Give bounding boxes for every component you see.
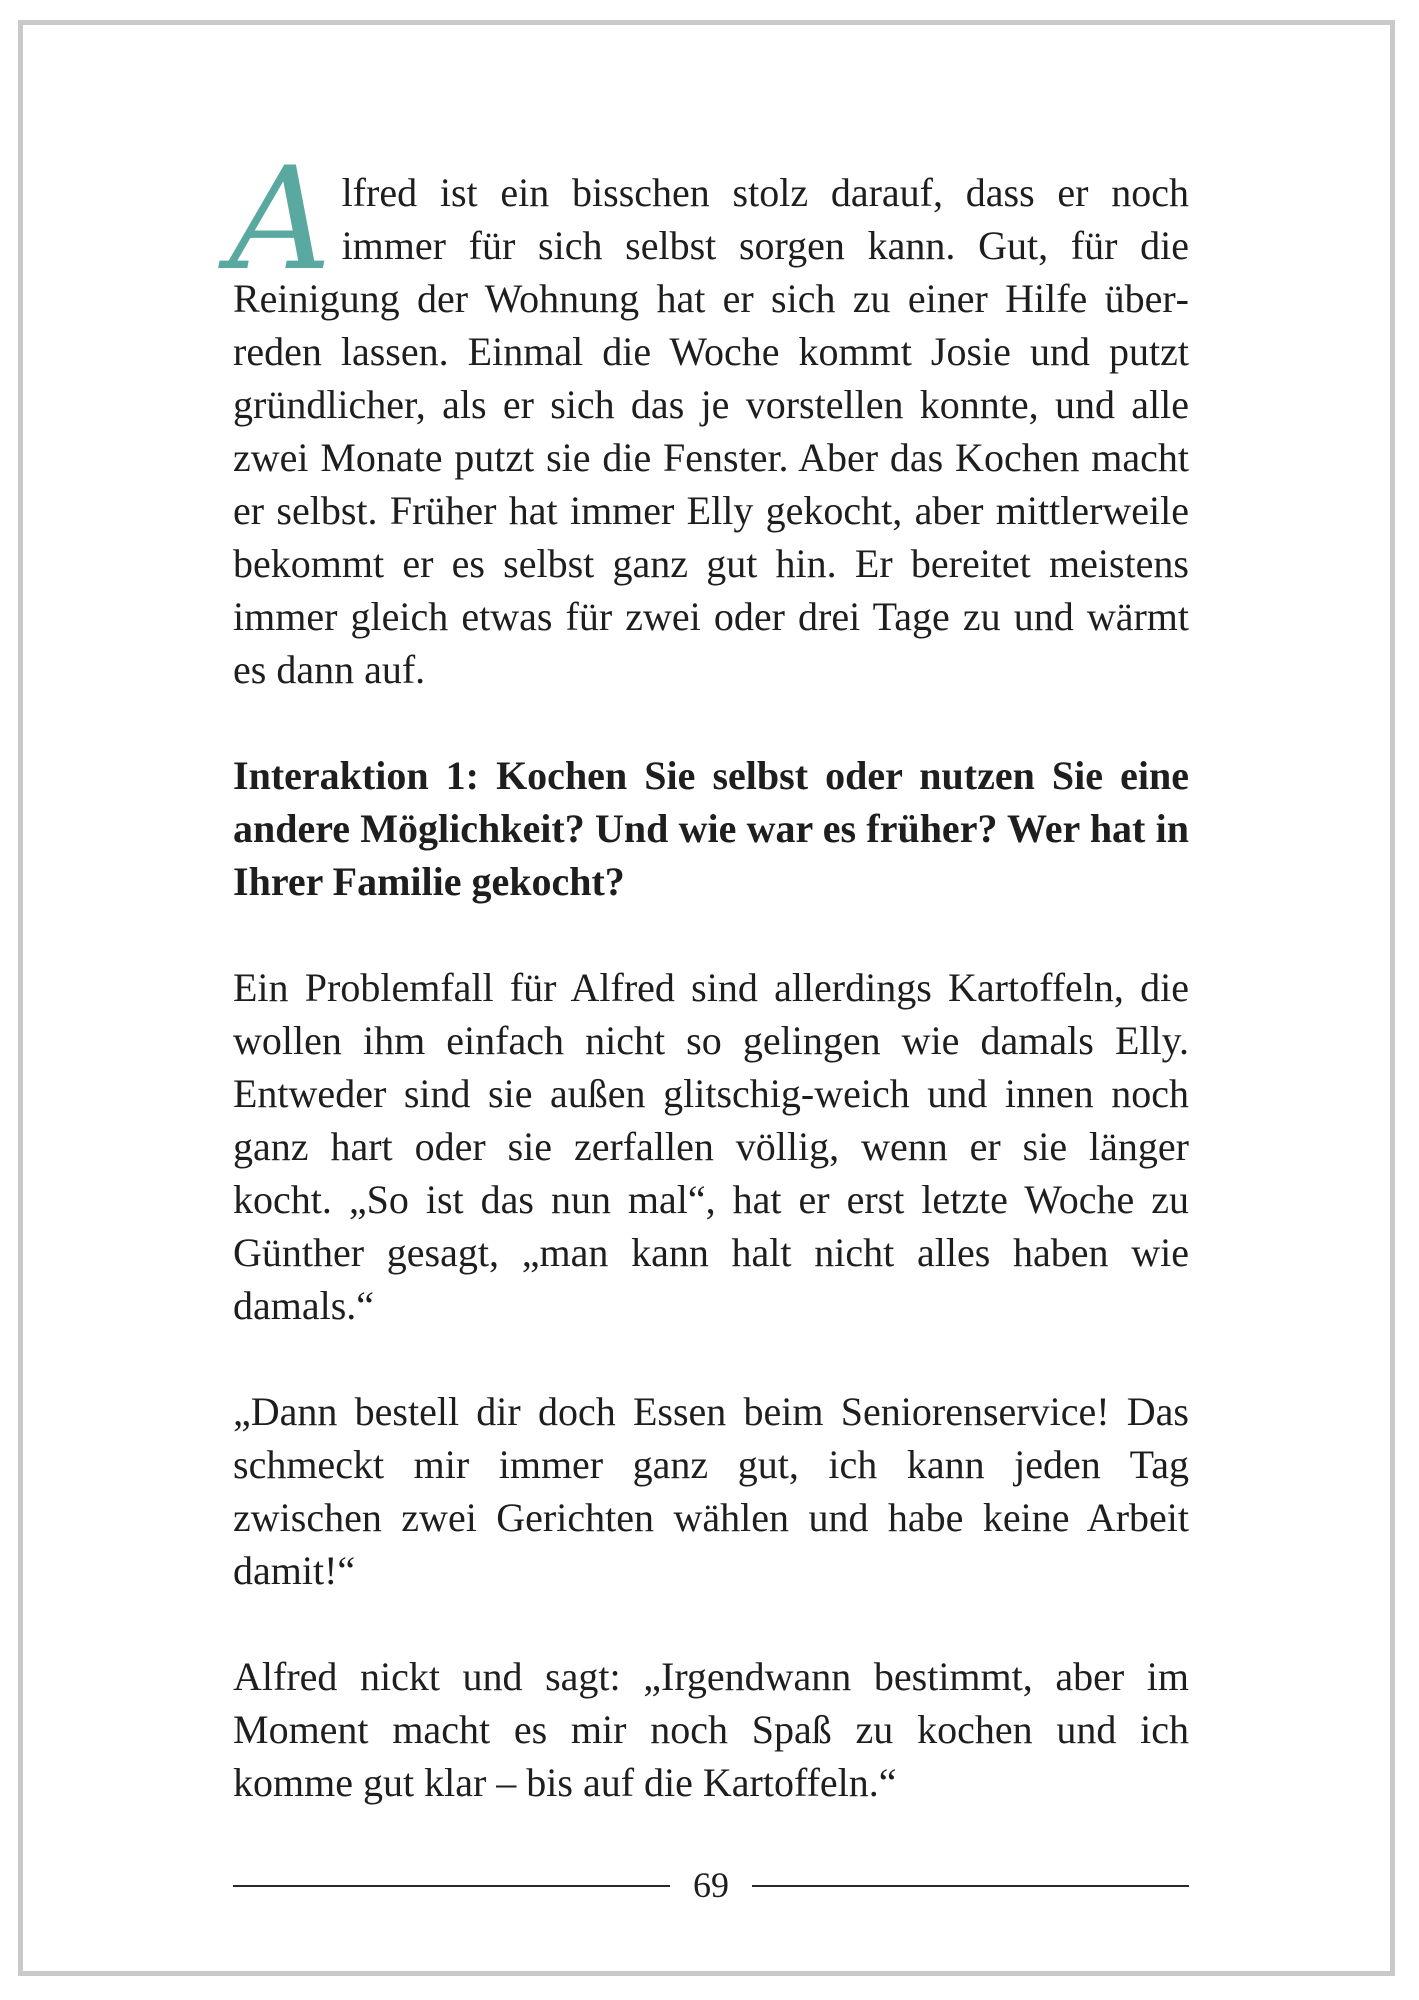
page-number: 69 [693, 1865, 729, 1905]
first-paragraph [229, 137, 1189, 696]
page-footer [233, 1860, 1189, 1910]
paragraph-alfred-reply: Alfred nickt und sagt: „Irgendwann bestimmt, aber im Moment macht es mir noch Spaß zu kochen und ich komme gut klar – bis auf die Kartoffeln.“ [233, 1654, 1189, 1805]
interaction-question: Interaktion 1: Kochen Sie selbst oder nutzen Sie eine andere Möglichkeit? Und wie war es früher? Wer hat in Ihrer Familie gekocht? [233, 753, 1189, 904]
first-paragraph-text: lfred ist ein bisschen stolz darauf, dass er noch immer für sich selbst sorgen kann. Gut, für die Reinigung der Wohnung hat er sich zu einer Hilfe überreden lassen. Einmal die Woche kommt Josie und putzt gründlicher, als er sich das je vorstellen konnte, und alle zwei Monate putzt sie die Fenster. Aber das Kochen macht er selbst. Früher hat immer Elly gekocht, aber mittlerweile bekommt er es selbst ganz gut hin. Er bereitet meistens immer gleich etwas für zwei oder drei Tage zu und wärmt es dann auf. [233, 170, 1189, 692]
paragraph-seniorenservice: „Dann bestell dir doch Essen beim Seniorenservice! Das schmeckt mir immer ganz gut, ich kann jeden Tag zwischen zwei Gerichten wählen und habe keine Arbeit damit!“ [233, 1389, 1189, 1593]
drop-cap: A [229, 137, 332, 302]
page-body [229, 137, 1189, 1809]
paragraph-potatoes: Ein Problemfall für Alfred sind allerdings Kartoffeln, die wollen ihm einfach nicht so gelingen wie damals Elly. Entweder sind sie außen glitschig-weich und innen noch ganz hart oder sie zerfallen völlig, wenn er sie länger kocht. „So ist das nun mal“, hat er erst letzte Woche zu Günther gesagt, „man kann halt nicht alles haben wie damals.“ [233, 965, 1189, 1328]
footer-rule-right [752, 1885, 1189, 1887]
